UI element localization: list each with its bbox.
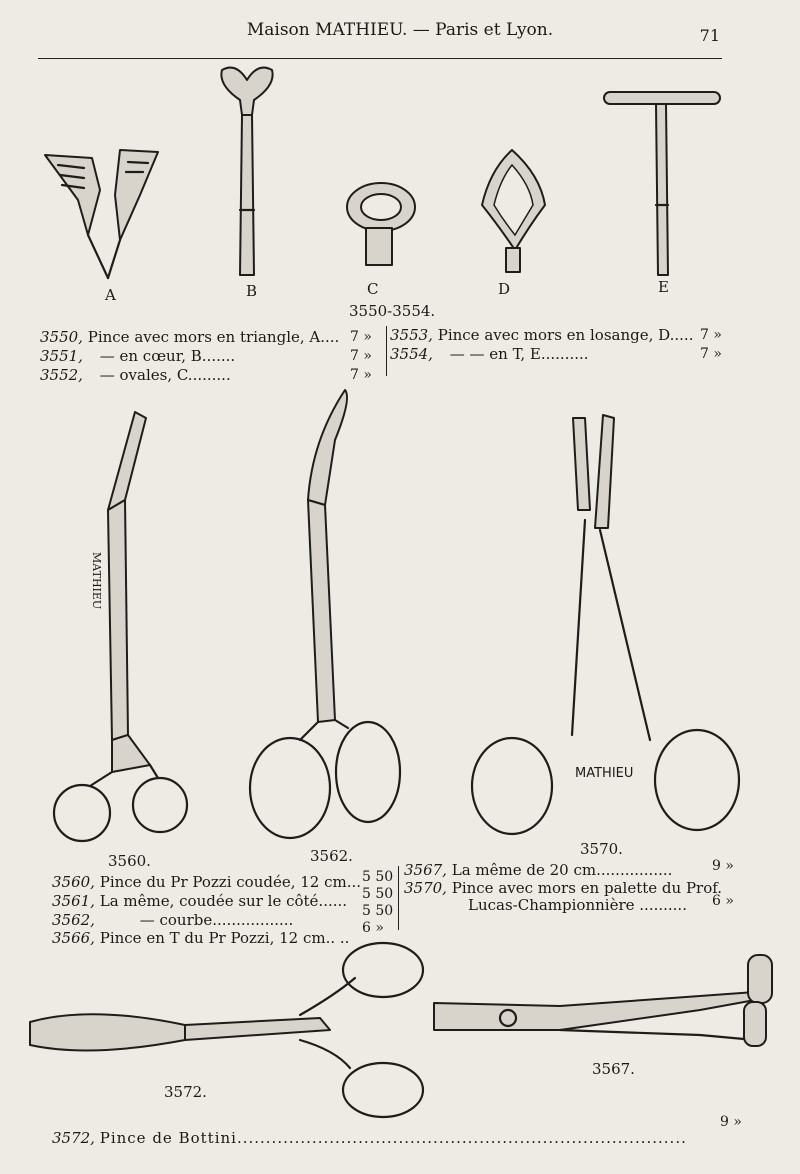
column-divider — [386, 326, 387, 376]
figure-label-3572: 3572. — [164, 1083, 207, 1101]
figure-caption-3550-3554: 3550-3554. — [349, 302, 436, 320]
item-code: 3554, — [390, 345, 433, 363]
list-item — [40, 365, 231, 385]
item-text: — en cœur, B....... — [99, 347, 236, 365]
list-item — [52, 891, 347, 911]
item-price: 9 » — [720, 1114, 742, 1130]
item-price: 6 » — [362, 920, 384, 936]
item-text: Lucas-Championnière .......... — [468, 896, 687, 914]
figure-letter-e: E — [658, 278, 669, 296]
item-price: 7 » — [350, 367, 372, 383]
item-text: — courbe................. — [139, 911, 294, 929]
item-price: 5 50 — [362, 903, 394, 919]
page-header-title: Maison MATHIEU. — Paris et Lyon. — [246, 20, 554, 40]
list-item — [52, 1128, 687, 1148]
item-text: Pince en T du Pr Pozzi, 12 cm.. .. — [99, 929, 350, 947]
instrument-3572-illustration — [30, 943, 423, 1117]
item-text: Pince avec mors en triangle, A.... — [87, 328, 340, 346]
item-code: 3560, — [52, 873, 95, 891]
item-code: 3570, — [404, 879, 447, 897]
instrument-maker-mark: MATHIEU — [575, 766, 634, 781]
instrument-c-illustration — [347, 183, 415, 265]
instrument-3567-illustration — [434, 955, 772, 1046]
item-price: 9 » — [712, 858, 734, 874]
item-code: 3561, — [52, 892, 95, 910]
list-item — [390, 344, 589, 364]
item-code: 3551, — [40, 347, 83, 365]
item-text: Pince de Bottini.............................................................................. — [99, 1129, 687, 1147]
item-code: 3566, — [52, 929, 95, 947]
figure-label-3560: 3560. — [108, 852, 151, 870]
instrument-d-illustration — [482, 150, 545, 272]
list-item — [52, 872, 361, 892]
list-item — [52, 910, 293, 930]
item-code: 3567, — [404, 861, 447, 879]
list-item — [404, 860, 672, 880]
column-divider — [398, 866, 399, 930]
item-price: 6 » — [712, 893, 734, 909]
item-code: 3562, — [52, 911, 95, 929]
item-text: — ovales, C......... — [99, 366, 231, 384]
figure-label-3567: 3567. — [592, 1060, 635, 1078]
figure-letter-b: B — [246, 282, 258, 300]
item-price: 7 » — [700, 327, 722, 343]
item-text: Pince du Pr Pozzi coudée, 12 cm... — [99, 873, 362, 891]
figure-label-3570: 3570. — [580, 840, 623, 858]
list-item — [390, 325, 693, 345]
instrument-b-illustration — [221, 68, 272, 275]
instrument-3560-illustration — [54, 412, 187, 841]
item-price: 7 » — [350, 329, 372, 345]
instrument-3562-illustration — [250, 390, 400, 838]
item-text: La même, coudée sur le côté...... — [99, 892, 348, 910]
list-item — [40, 346, 235, 366]
item-text: — — en T, E.......... — [449, 345, 589, 363]
list-item — [40, 327, 339, 347]
page-number: 71 — [699, 26, 720, 45]
instrument-e-illustration — [604, 92, 720, 275]
item-price: 7 » — [700, 346, 722, 362]
figure-letter-a: A — [105, 286, 116, 304]
instrument-a-illustration — [45, 150, 158, 278]
item-text: La même de 20 cm................ — [451, 861, 673, 879]
list-item — [404, 895, 687, 915]
list-item — [52, 928, 349, 948]
figure-letter-d: D — [498, 280, 511, 298]
item-code: 3553, — [390, 326, 433, 344]
item-text: Pince avec mors en losange, D..... — [437, 326, 694, 344]
item-price: 5 50 — [362, 886, 394, 902]
item-code: 3552, — [40, 366, 83, 384]
item-price: 7 » — [350, 348, 372, 364]
figure-letter-c: C — [367, 280, 379, 298]
item-code: 3550, — [40, 328, 83, 346]
instrument-maker-mark: MATHIEU — [90, 552, 103, 610]
item-code: 3572, — [52, 1129, 95, 1147]
figure-label-3562: 3562. — [310, 847, 353, 865]
item-price: 5 50 — [362, 869, 394, 885]
item-text: Pince avec mors en palette du Prof. — [451, 879, 723, 897]
